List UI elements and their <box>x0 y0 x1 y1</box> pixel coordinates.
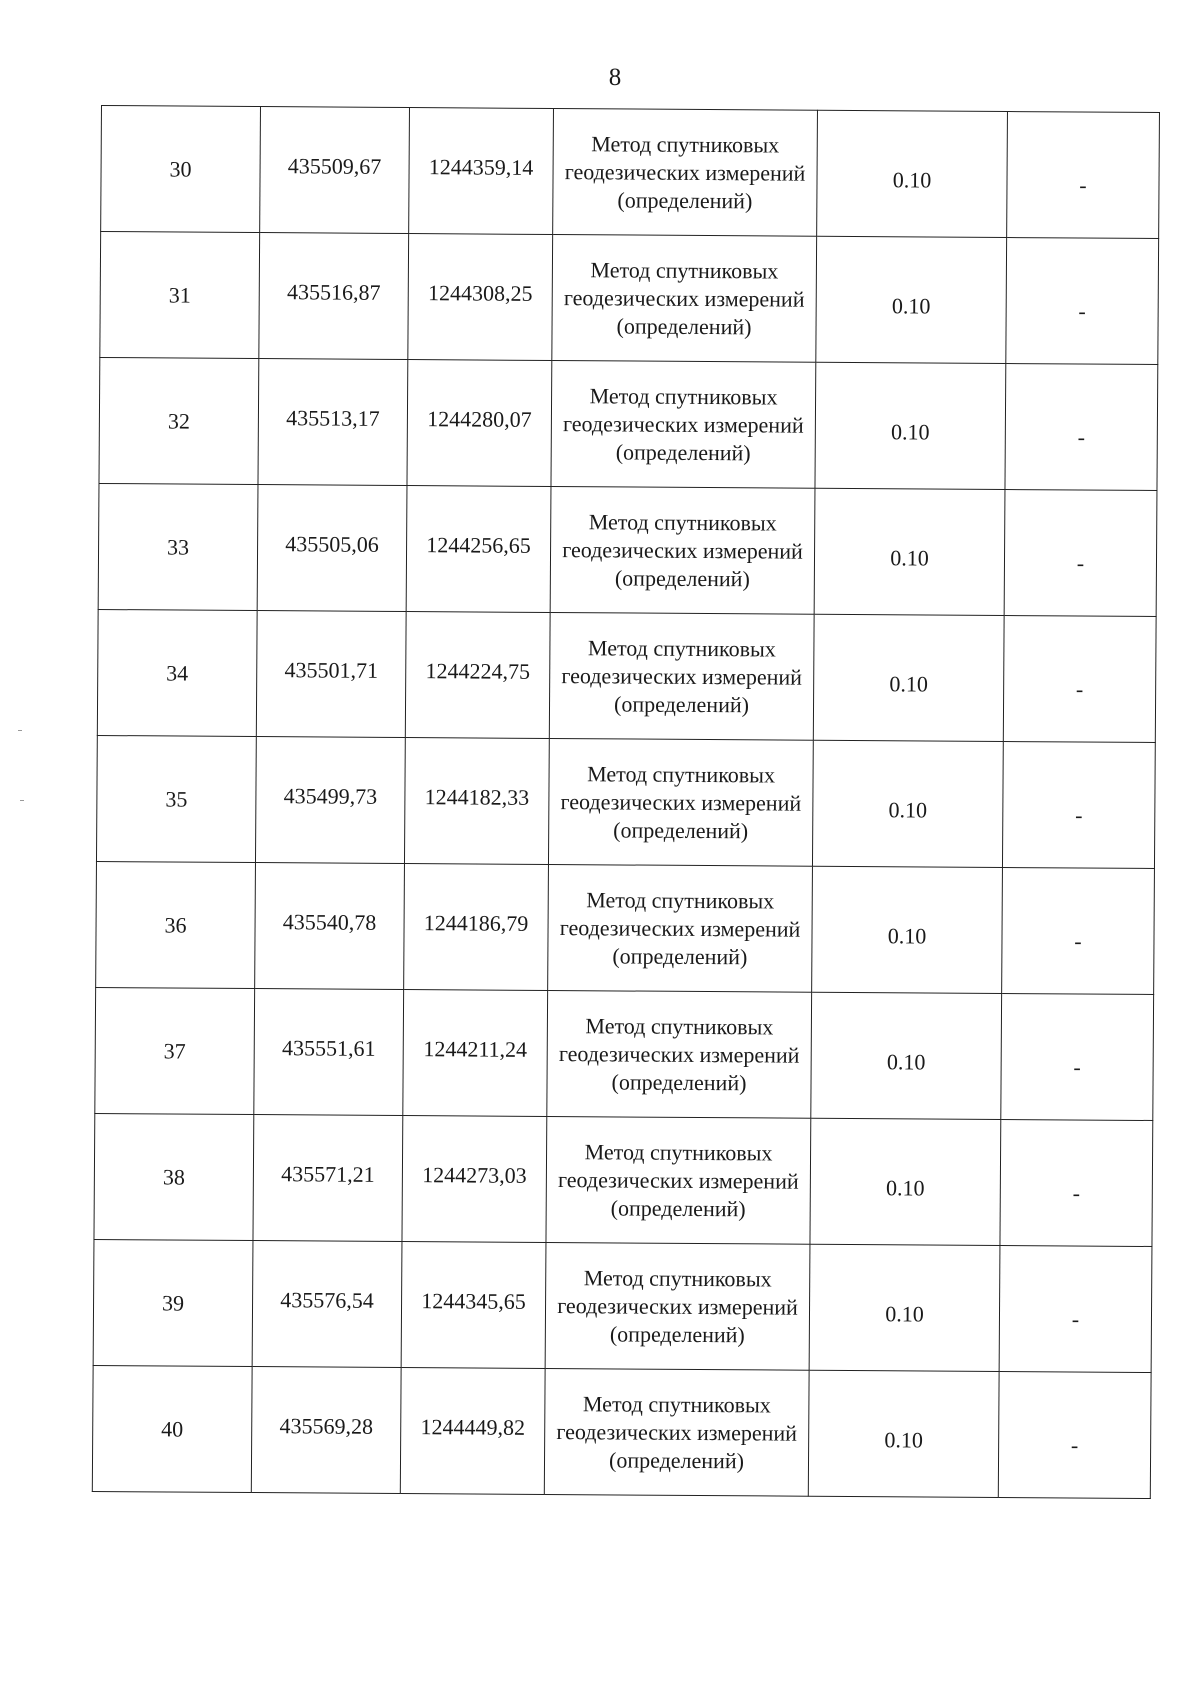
y-coordinate: 1244182,33 <box>424 783 530 810</box>
method-cell <box>552 234 817 362</box>
y-coordinate-cell <box>400 1368 545 1495</box>
accuracy-value: 0.10 <box>886 1048 926 1074</box>
extra-cell <box>1001 993 1154 1120</box>
extra-value: - <box>1076 549 1085 576</box>
x-coordinate: 435571,21 <box>281 1160 375 1187</box>
x-coordinate-cell <box>258 359 408 486</box>
accuracy-cell <box>817 110 1008 237</box>
extra-cell <box>1005 364 1158 491</box>
table-row <box>93 1239 1152 1372</box>
table-row <box>98 483 1157 616</box>
extra-cell <box>1007 112 1160 239</box>
accuracy-cell <box>810 1118 1001 1245</box>
x-coordinate-cell <box>259 233 409 360</box>
y-coordinate: 1244273,03 <box>422 1161 527 1188</box>
y-coordinate: 1244359,14 <box>428 153 534 180</box>
accuracy-cell <box>815 362 1006 489</box>
point-number: 33 <box>166 533 190 560</box>
accuracy-value: 0.10 <box>886 1174 925 1200</box>
accuracy-value: 0.10 <box>891 418 930 445</box>
x-coordinate-cell <box>255 863 405 990</box>
y-coordinate-cell <box>409 108 554 235</box>
extra-value: - <box>1072 1179 1081 1206</box>
y-coordinate-cell <box>407 360 552 487</box>
y-coordinate-cell <box>404 738 549 865</box>
point-number: 31 <box>168 281 191 308</box>
accuracy-value: 0.10 <box>884 1426 924 1452</box>
accuracy-cell <box>809 1244 1000 1371</box>
accuracy-value: 0.10 <box>890 544 929 570</box>
extra-cell <box>1000 1119 1153 1246</box>
accuracy-cell <box>812 740 1003 867</box>
table-row <box>100 232 1159 365</box>
table-row <box>94 1113 1153 1246</box>
y-coordinate: 1244224,75 <box>425 657 531 684</box>
method-text: Метод спутниковых геодезических измерений (определений) <box>563 256 805 339</box>
method-cell <box>544 1368 809 1496</box>
accuracy-value: 0.10 <box>891 292 931 319</box>
table-row <box>97 609 1156 742</box>
accuracy-value: 0.10 <box>887 922 927 948</box>
extra-cell <box>1003 616 1156 743</box>
extra-value: - <box>1078 297 1086 324</box>
point-number: 39 <box>161 1289 185 1316</box>
point-number: 32 <box>167 407 190 434</box>
extra-cell <box>1002 867 1155 994</box>
coordinates-table-body <box>92 106 1159 1499</box>
x-coordinate: 435540,78 <box>282 908 377 935</box>
coordinates-table <box>92 105 1160 1499</box>
method-text: Метод спутниковых геодезических измерений (определений) <box>557 1264 798 1347</box>
accuracy-value: 0.10 <box>892 166 932 193</box>
method-cell <box>548 738 813 866</box>
point-number-cell <box>98 483 258 610</box>
x-coordinate-cell <box>256 611 406 738</box>
extra-value: - <box>1070 1431 1079 1458</box>
x-coordinate-cell <box>251 1367 401 1494</box>
x-coordinate-cell <box>252 1241 402 1368</box>
accuracy-value: 0.10 <box>885 1300 924 1326</box>
method-text: Метод спутниковых геодезических измерений (определений) <box>558 1138 799 1221</box>
y-coordinate-cell <box>404 864 549 991</box>
extra-cell <box>999 1245 1152 1372</box>
accuracy-cell <box>812 866 1003 993</box>
point-number-cell <box>95 987 255 1114</box>
y-coordinate: 1244308,25 <box>427 279 533 306</box>
y-coordinate-cell <box>406 486 551 613</box>
point-number-cell <box>93 1239 253 1366</box>
extra-cell <box>1004 490 1157 617</box>
method-text: Метод спутниковых геодезических измерений (определений) <box>563 382 804 465</box>
method-text: Метод спутниковых геодезических измерений (определений) <box>558 1012 800 1095</box>
extra-value: - <box>1075 675 1084 702</box>
y-coordinate: 1244211,24 <box>423 1035 528 1062</box>
x-coordinate: 435501,71 <box>284 656 379 683</box>
method-cell <box>551 360 816 488</box>
table-row <box>101 106 1160 239</box>
accuracy-cell <box>808 1370 999 1497</box>
x-coordinate: 435569,28 <box>279 1412 374 1439</box>
y-coordinate: 1244186,79 <box>423 909 529 936</box>
method-text: Метод спутниковых геодезических измерений (определений) <box>556 1390 798 1473</box>
point-number-cell <box>99 357 259 484</box>
point-number-cell <box>96 735 256 862</box>
x-coordinate-cell <box>255 737 405 864</box>
x-coordinate: 435516,87 <box>286 278 381 305</box>
accuracy-cell <box>811 992 1002 1119</box>
y-coordinate: 1244345,65 <box>421 1287 526 1314</box>
accuracy-cell <box>813 614 1004 741</box>
y-coordinate-cell <box>405 612 550 739</box>
x-coordinate: 435513,17 <box>286 404 380 431</box>
extra-value: - <box>1073 1053 1081 1080</box>
method-text: Метод спутниковых геодезических измерений (определений) <box>562 508 803 591</box>
point-number: 37 <box>163 1037 186 1064</box>
point-number: 35 <box>165 785 188 812</box>
x-coordinate: 435551,61 <box>281 1034 376 1061</box>
x-coordinate-cell <box>253 1115 403 1242</box>
extra-value: - <box>1079 171 1087 198</box>
accuracy-value: 0.10 <box>889 670 929 696</box>
extra-value: - <box>1075 801 1083 828</box>
extra-value: - <box>1074 927 1082 954</box>
method-text: Метод спутниковых геодезических измерений (определений) <box>564 130 806 213</box>
point-number-cell <box>96 861 256 988</box>
point-number-cell <box>97 609 257 736</box>
x-coordinate: 435499,73 <box>283 782 378 809</box>
extra-cell <box>1006 238 1159 365</box>
point-number: 40 <box>161 1415 184 1442</box>
method-cell <box>553 109 818 237</box>
method-text: Метод спутниковых геодезических измерений (определений) <box>561 634 803 717</box>
point-number-cell <box>100 232 260 359</box>
point-number: 30 <box>169 155 192 182</box>
point-number: 36 <box>164 911 187 938</box>
scan-speck <box>20 800 24 801</box>
y-coordinate-cell <box>408 234 553 361</box>
point-number: 34 <box>166 659 189 686</box>
table-row <box>95 987 1154 1120</box>
x-coordinate-cell <box>260 107 410 234</box>
x-coordinate-cell <box>257 485 407 612</box>
y-coordinate: 1244256,65 <box>426 531 531 558</box>
method-cell <box>549 612 814 740</box>
method-cell <box>547 990 812 1118</box>
extra-cell <box>1002 741 1155 868</box>
extra-cell <box>998 1371 1151 1498</box>
y-coordinate-cell <box>401 1242 546 1369</box>
page-number: 8 <box>608 64 622 91</box>
x-coordinate-cell <box>254 989 404 1116</box>
table-row <box>96 735 1155 868</box>
point-number-cell <box>92 1365 252 1492</box>
x-coordinate: 435505,06 <box>285 530 379 557</box>
accuracy-cell <box>814 488 1005 615</box>
table-row <box>96 861 1155 994</box>
x-coordinate: 435509,67 <box>287 152 382 179</box>
point-number: 38 <box>162 1163 185 1190</box>
table-row <box>92 1365 1151 1498</box>
x-coordinate: 435576,54 <box>280 1286 374 1313</box>
accuracy-value: 0.10 <box>888 796 928 822</box>
point-number-cell <box>94 1113 254 1240</box>
y-coordinate-cell <box>402 1116 547 1243</box>
accuracy-cell <box>816 236 1007 363</box>
method-cell <box>550 486 815 614</box>
extra-value: - <box>1077 423 1086 450</box>
y-coordinate-cell <box>403 990 548 1117</box>
method-text: Метод спутниковых геодезических измерений (определений) <box>560 760 802 843</box>
method-cell <box>545 1242 810 1370</box>
method-cell <box>548 864 813 992</box>
table-row <box>99 357 1158 490</box>
method-text: Метод спутниковых геодезических измерений (определений) <box>559 886 801 969</box>
method-cell <box>546 1116 811 1244</box>
y-coordinate: 1244280,07 <box>427 405 532 432</box>
point-number-cell <box>101 106 261 233</box>
extra-value: - <box>1071 1305 1080 1332</box>
scan-speck <box>18 730 22 731</box>
y-coordinate: 1244449,82 <box>420 1413 526 1440</box>
